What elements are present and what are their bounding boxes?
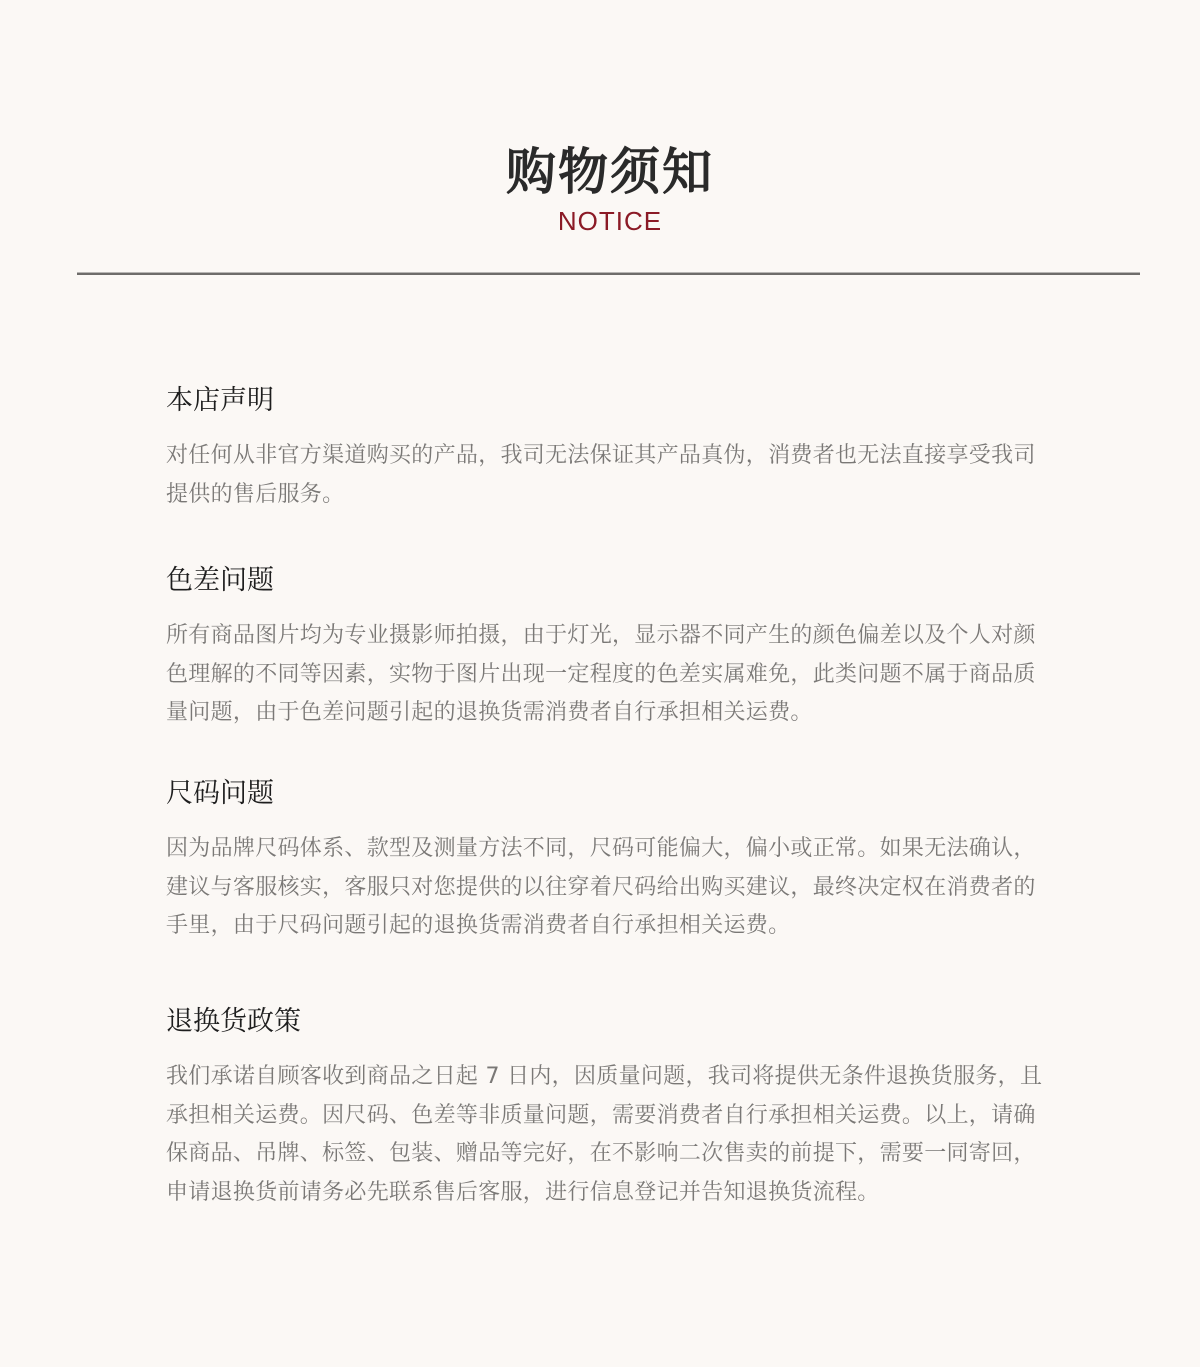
section-body: 因为品牌尺码体系、款型及测量方法不同，尺码可能偏大，偏小或正常。如果无法确认，建议与客服核实，客服只对您提供的以往穿着尺码给出购买建议，最终决定权在消费者的手里，由于尺码问题引起的退换货需消费者自行承担相关运费。 bbox=[166, 836, 1036, 938]
section-heading: 本店声明 bbox=[166, 385, 274, 416]
section-color-difference bbox=[166, 563, 1056, 733]
header-divider bbox=[77, 272, 1140, 275]
page-title: 购物须知 bbox=[506, 143, 714, 201]
page-subtitle: NOTICE bbox=[557, 206, 663, 236]
section-body: 我们承诺自顾客收到商品之日起 7 日内，因质量问题，我司将提供无条件退换货服务，且承担相关运费。因尺码、色差等非质量问题，需要消费者自行承担相关运费。以上，请确保商品、吊牌、标签、包装、赠品等完好，在不影响二次售卖的前提下，需要一同寄回，申请退换货前请务必先联系售后客服，进行信息登记并告知退换货流程。 bbox=[166, 1064, 1043, 1205]
section-body: 所有商品图片均为专业摄影师拍摄，由于灯光，显示器不同产生的颜色偏差以及个人对颜色理解的不同等因素，实物于图片出现一定程度的色差实属难免，此类问题不属于商品质量问题，由于色差问题引起的退换货需消费者自行承担相关运费。 bbox=[166, 623, 1036, 725]
section-size-issue bbox=[166, 776, 1056, 946]
section-store-statement bbox=[166, 383, 1056, 514]
section-body: 对任何从非官方渠道购买的产品，我司无法保证其产品真伪，消费者也无法直接享受我司提供的售后服务。 bbox=[166, 443, 1036, 507]
section-return-policy bbox=[166, 1004, 1056, 1212]
section-heading: 退换货政策 bbox=[166, 1006, 301, 1037]
section-heading: 尺码问题 bbox=[166, 778, 274, 809]
notice-header bbox=[0, 140, 1200, 236]
section-heading: 色差问题 bbox=[166, 565, 274, 596]
